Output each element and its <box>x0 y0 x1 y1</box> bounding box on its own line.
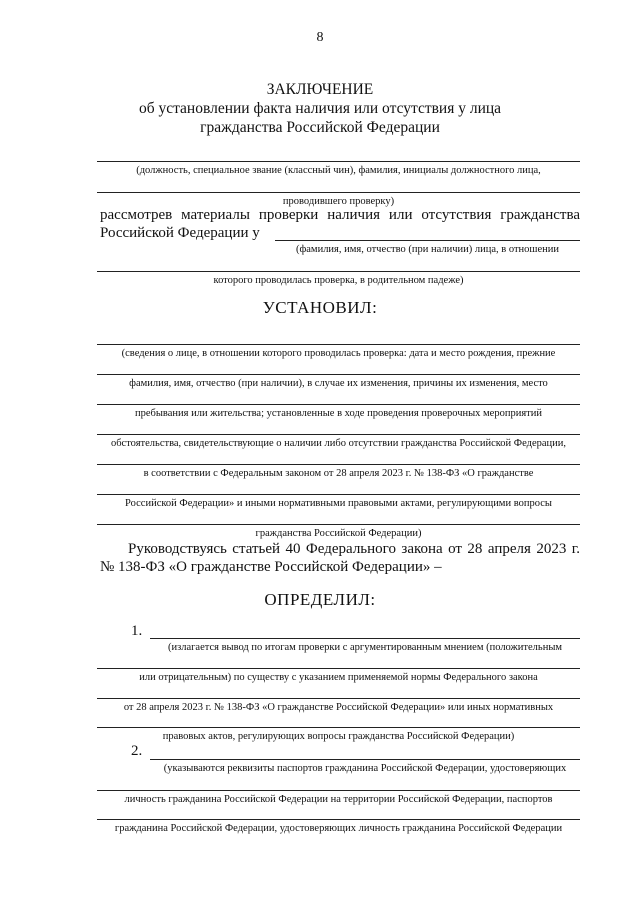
document-subtitle-line2: гражданства Российской Федерации <box>200 119 440 136</box>
item-1-fill-line-3 <box>97 698 580 699</box>
established-caption-4: обстоятельства, свидетельствующие о наличии либо отсутствии гражданства Российской Федерации, <box>110 438 567 449</box>
established-caption-3: пребывания или жительства; установленные в ходе проведения проверочных мероприятий <box>134 408 542 419</box>
item-2-number: 2. <box>131 743 143 759</box>
person-fill-line <box>275 240 580 241</box>
established-fill-line-5 <box>97 464 580 465</box>
item-1-caption-2: или отрицательным) по существу с указанием применяемой нормы Федерального закона <box>139 672 538 683</box>
official-fill-line-1 <box>97 161 580 162</box>
item-1-fill-line-4 <box>97 727 580 728</box>
established-caption-7: гражданства Российской Федерации) <box>255 528 422 539</box>
item-1-caption-4: правовых актов, регулирующих вопросы гражданства Российской Федерации) <box>162 731 515 742</box>
item-2-fill-line-1 <box>150 759 580 760</box>
item-1-number: 1. <box>131 623 143 639</box>
page-number: 8 <box>316 30 324 45</box>
item-1-fill-line-1 <box>150 638 580 639</box>
established-fill-line-4 <box>97 434 580 435</box>
official-caption-2: проводившего проверку) <box>282 196 395 207</box>
person-fill-line-2 <box>97 271 580 272</box>
established-caption-1: (сведения о лице, в отношении которого проводилась проверка: дата и место рождения, прежние <box>121 348 556 359</box>
established-fill-line-1 <box>97 344 580 345</box>
guided-text-line2: № 138-ФЗ «О гражданстве Российской Федерации» – <box>100 559 442 575</box>
review-text-line1: рассмотрев материалы проверки наличия или отсутствия гражданства <box>100 207 580 223</box>
document-title: ЗАКЛЮЧЕНИЕ <box>266 81 374 98</box>
item-1-fill-line-2 <box>97 668 580 669</box>
item-2-fill-line-3 <box>97 819 580 820</box>
established-fill-line-6 <box>97 494 580 495</box>
item-1-caption-1: (излагается вывод по итогам проверки с аргументированным мнением (положительным <box>167 642 563 653</box>
document-subtitle-line1: об установлении факта наличия или отсутствия у лица <box>138 100 502 117</box>
person-caption-1: (фамилия, имя, отчество (при наличии) лица, в отношении <box>295 244 560 255</box>
official-caption-1: (должность, специальное звание (классный чин), фамилия, инициалы должностного лица, <box>136 165 541 176</box>
official-fill-line-2 <box>97 192 580 193</box>
established-caption-5: в соответствии с Федеральным законом от 28 апреля 2023 г. № 138-ФЗ «О гражданстве <box>143 468 534 479</box>
item-1-caption-3: от 28 апреля 2023 г. № 138-ФЗ «О гражданстве Российской Федерации» или иных нормативных <box>123 702 554 713</box>
established-fill-line-2 <box>97 374 580 375</box>
item-2-caption-1: (указываются реквизиты паспортов гражданина Российской Федерации, удостоверяющих <box>163 763 567 774</box>
review-text-line2: Российской Федерации у <box>100 225 260 241</box>
determined-heading: ОПРЕДЕЛИЛ: <box>264 590 376 609</box>
established-fill-line-7 <box>97 524 580 525</box>
guided-text-line1: Руководствуясь статьей 40 Федерального закона от 28 апреля 2023 г. <box>128 541 580 557</box>
established-caption-6: Российской Федерации» и иными нормативными правовыми актами, регулирующими вопросы <box>125 498 552 509</box>
item-2-fill-line-2 <box>97 790 580 791</box>
established-heading: УСТАНОВИЛ: <box>262 298 378 317</box>
established-caption-2: фамилия, имя, отчество (при наличии), в случае их изменения, причины их изменения, место <box>129 378 548 389</box>
established-fill-line-3 <box>97 404 580 405</box>
item-2-caption-2: личность гражданина Российской Федерации на территории Российской Федерации, паспортов <box>124 794 553 805</box>
person-caption-2: которого проводилась проверка, в родительном падеже) <box>213 275 464 286</box>
item-2-caption-3: гражданина Российской Федерации, удостоверяющих личность гражданина Российской Федерации <box>114 823 563 834</box>
